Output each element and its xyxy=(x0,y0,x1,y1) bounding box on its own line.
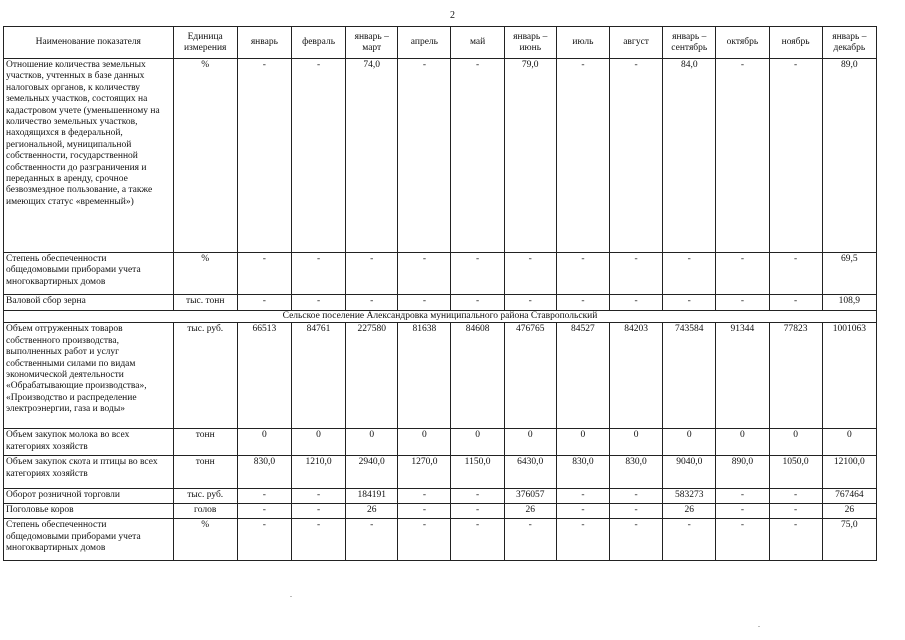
value-cell: 184191 xyxy=(346,489,398,504)
scan-speck xyxy=(758,626,760,627)
column-header: январь xyxy=(237,27,291,59)
value-cell: 0 xyxy=(556,429,609,456)
table-header-row xyxy=(4,27,877,59)
value-cell: - xyxy=(237,295,291,311)
value-cell: 830,0 xyxy=(556,456,609,489)
value-cell: - xyxy=(291,519,345,561)
value-cell: 0 xyxy=(237,429,291,456)
value-cell: 0 xyxy=(398,429,451,456)
column-header: январь – декабрь xyxy=(822,27,876,59)
indicator-name: Объем закупок молока во всех категориях хозяйств xyxy=(4,429,174,456)
value-cell: 227580 xyxy=(346,323,398,429)
value-cell: 84203 xyxy=(610,323,663,429)
table-row xyxy=(4,253,877,295)
value-cell: 9040,0 xyxy=(663,456,716,489)
value-cell: 6430,0 xyxy=(504,456,556,489)
value-cell: 0 xyxy=(822,429,876,456)
value-cell: 0 xyxy=(346,429,398,456)
value-cell: - xyxy=(504,519,556,561)
value-cell: 767464 xyxy=(822,489,876,504)
value-cell: 0 xyxy=(451,429,504,456)
value-cell: 0 xyxy=(663,429,716,456)
value-cell: - xyxy=(291,295,345,311)
value-cell: 2940,0 xyxy=(346,456,398,489)
value-cell: 830,0 xyxy=(237,456,291,489)
value-cell: - xyxy=(451,253,504,295)
value-cell: 830,0 xyxy=(610,456,663,489)
table-row xyxy=(4,489,877,504)
column-header: Единица измерения xyxy=(173,27,237,59)
value-cell: - xyxy=(556,519,609,561)
value-cell: - xyxy=(716,295,769,311)
value-cell: - xyxy=(663,519,716,561)
value-cell: 108,9 xyxy=(822,295,876,311)
value-cell: 81638 xyxy=(398,323,451,429)
value-cell: 376057 xyxy=(504,489,556,504)
value-cell: - xyxy=(610,489,663,504)
value-cell: 26 xyxy=(822,504,876,519)
value-cell: - xyxy=(610,519,663,561)
value-cell: 69,5 xyxy=(822,253,876,295)
value-cell: - xyxy=(504,253,556,295)
section-row xyxy=(4,311,877,323)
value-cell: - xyxy=(346,295,398,311)
column-header: ноябрь xyxy=(769,27,822,59)
value-cell: - xyxy=(237,489,291,504)
column-header: октябрь xyxy=(716,27,769,59)
value-cell: 74,0 xyxy=(346,59,398,253)
indicator-name: Поголовье коров xyxy=(4,504,174,519)
value-cell: - xyxy=(291,59,345,253)
value-cell: - xyxy=(451,489,504,504)
value-cell: 0 xyxy=(291,429,345,456)
value-cell: - xyxy=(556,489,609,504)
value-cell: - xyxy=(663,253,716,295)
value-cell: 476765 xyxy=(504,323,556,429)
value-cell: - xyxy=(769,489,822,504)
value-cell: - xyxy=(398,489,451,504)
unit-cell: голов xyxy=(173,504,237,519)
scan-speck xyxy=(290,596,292,597)
column-header: февраль xyxy=(291,27,345,59)
column-header: январь – март xyxy=(346,27,398,59)
value-cell: 1270,0 xyxy=(398,456,451,489)
section-title: Сельское поселение Александровка муниципального района Ставропольский xyxy=(4,311,877,323)
unit-cell: тонн xyxy=(173,429,237,456)
value-cell: - xyxy=(451,504,504,519)
value-cell: 84,0 xyxy=(663,59,716,253)
value-cell: - xyxy=(716,253,769,295)
unit-cell: тыс. тонн xyxy=(173,295,237,311)
table-row xyxy=(4,456,877,489)
value-cell: - xyxy=(398,504,451,519)
column-header: май xyxy=(451,27,504,59)
value-cell: - xyxy=(237,504,291,519)
value-cell: - xyxy=(451,295,504,311)
column-header: апрель xyxy=(398,27,451,59)
value-cell: 1050,0 xyxy=(769,456,822,489)
value-cell: 91344 xyxy=(716,323,769,429)
value-cell: 26 xyxy=(504,504,556,519)
value-cell: 66513 xyxy=(237,323,291,429)
unit-cell: % xyxy=(173,253,237,295)
value-cell: - xyxy=(504,295,556,311)
indicator-name: Оборот розничной торговли xyxy=(4,489,174,504)
value-cell: - xyxy=(610,504,663,519)
value-cell: - xyxy=(610,295,663,311)
value-cell: - xyxy=(769,253,822,295)
value-cell: - xyxy=(769,519,822,561)
indicator-name: Степень обеспеченности общедомовыми приборами учета многоквартирных домов xyxy=(4,519,174,561)
value-cell: 1150,0 xyxy=(451,456,504,489)
value-cell: - xyxy=(716,59,769,253)
value-cell: - xyxy=(346,519,398,561)
value-cell: 1210,0 xyxy=(291,456,345,489)
column-header: август xyxy=(610,27,663,59)
table-row xyxy=(4,504,877,519)
value-cell: 26 xyxy=(346,504,398,519)
column-header: июль xyxy=(556,27,609,59)
value-cell: - xyxy=(346,253,398,295)
value-cell: - xyxy=(398,59,451,253)
value-cell: 890,0 xyxy=(716,456,769,489)
value-cell: 26 xyxy=(663,504,716,519)
value-cell: 0 xyxy=(769,429,822,456)
value-cell: - xyxy=(556,504,609,519)
value-cell: 583273 xyxy=(663,489,716,504)
table-row xyxy=(4,429,877,456)
report-table xyxy=(3,26,877,561)
value-cell: 84527 xyxy=(556,323,609,429)
table-row xyxy=(4,519,877,561)
value-cell: - xyxy=(556,295,609,311)
value-cell: 84761 xyxy=(291,323,345,429)
column-header: январь – сентябрь xyxy=(663,27,716,59)
value-cell: - xyxy=(556,253,609,295)
unit-cell: тыс. руб. xyxy=(173,323,237,429)
value-cell: 1001063 xyxy=(822,323,876,429)
value-cell: 0 xyxy=(716,429,769,456)
value-cell: - xyxy=(237,59,291,253)
unit-cell: тонн xyxy=(173,456,237,489)
column-header: январь – июнь xyxy=(504,27,556,59)
table-row xyxy=(4,323,877,429)
value-cell: 79,0 xyxy=(504,59,556,253)
page-number: 2 xyxy=(450,10,455,21)
indicator-name: Объем отгруженных товаров собственного производства, выполненных работ и услуг собственными силами по видам экономической деятельности «Обрабатывающие производства», «Производство и распределение электроэнергии, газа и воды» xyxy=(4,323,174,429)
indicator-name: Валовой сбор зерна xyxy=(4,295,174,311)
table-row xyxy=(4,59,877,253)
value-cell: 84608 xyxy=(451,323,504,429)
value-cell: - xyxy=(237,519,291,561)
value-cell: - xyxy=(398,519,451,561)
value-cell: - xyxy=(291,253,345,295)
unit-cell: % xyxy=(173,59,237,253)
value-cell: 0 xyxy=(610,429,663,456)
value-cell: 89,0 xyxy=(822,59,876,253)
value-cell: 75,0 xyxy=(822,519,876,561)
value-cell: - xyxy=(716,519,769,561)
value-cell: - xyxy=(769,59,822,253)
unit-cell: % xyxy=(173,519,237,561)
indicator-name: Степень обеспеченности общедомовыми приборами учета многоквартирных домов xyxy=(4,253,174,295)
value-cell: - xyxy=(716,504,769,519)
value-cell: - xyxy=(610,253,663,295)
value-cell: - xyxy=(663,295,716,311)
value-cell: - xyxy=(716,489,769,504)
value-cell: - xyxy=(291,489,345,504)
value-cell: - xyxy=(556,59,609,253)
value-cell: - xyxy=(398,295,451,311)
value-cell: 77823 xyxy=(769,323,822,429)
value-cell: 12100,0 xyxy=(822,456,876,489)
value-cell: - xyxy=(398,253,451,295)
indicator-name: Отношение количества земельных участков, учтенных в базе данных налоговых органов, к количеству земельных участков, состоящих на кадастровом учете (уменьшенному на количество земельных участков, находящихся в федеральной, региональной, муниципальной собственности, государственной собственности до разграничения и переданных в аренду, срочное безвозмездное пользование, а также имеющих статус «временный») xyxy=(4,59,174,253)
value-cell: - xyxy=(237,253,291,295)
table-row xyxy=(4,295,877,311)
value-cell: - xyxy=(769,504,822,519)
unit-cell: тыс. руб. xyxy=(173,489,237,504)
column-header: Наименование показателя xyxy=(4,27,174,59)
value-cell: - xyxy=(610,59,663,253)
value-cell: - xyxy=(291,504,345,519)
value-cell: - xyxy=(451,519,504,561)
value-cell: 0 xyxy=(504,429,556,456)
value-cell: - xyxy=(769,295,822,311)
value-cell: - xyxy=(451,59,504,253)
indicator-name: Объем закупок скота и птицы во всех категориях хозяйств xyxy=(4,456,174,489)
value-cell: 743584 xyxy=(663,323,716,429)
